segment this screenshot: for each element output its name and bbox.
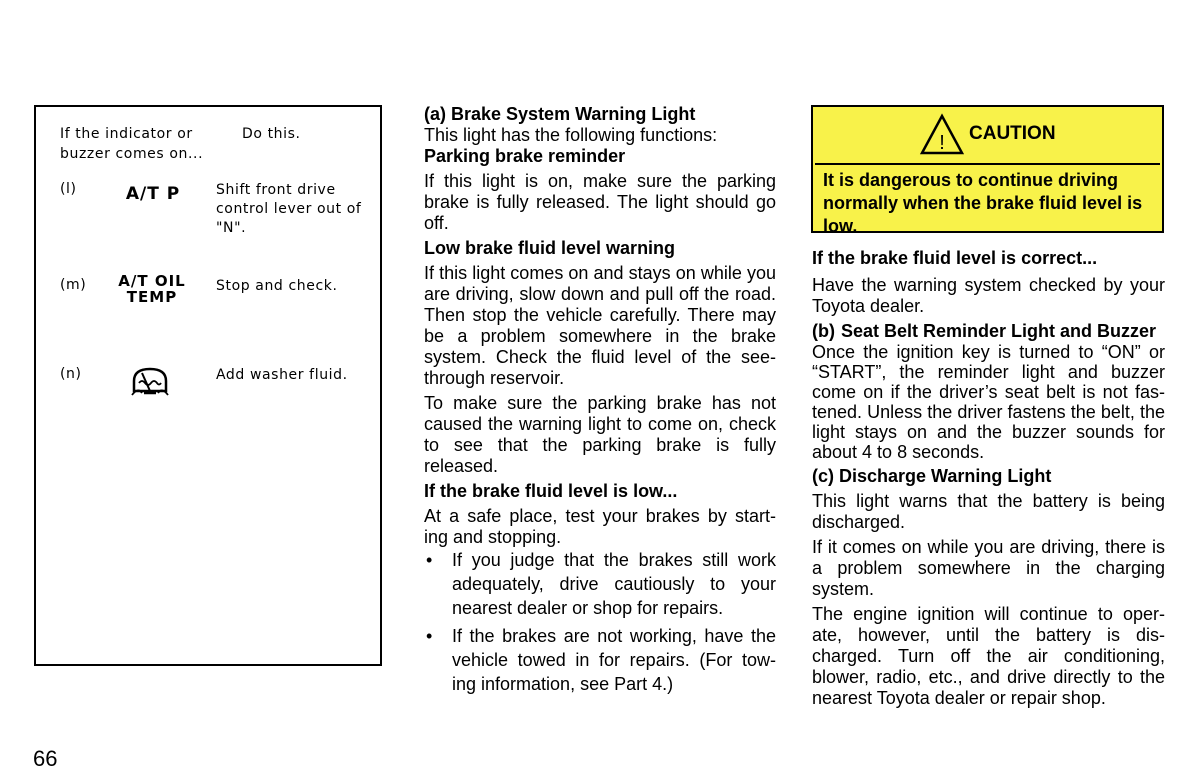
low-fluid-text: If this light comes on and stays on while you are driving, slow down and pull off the road. Then stop the vehicle carefully. There may be a problem somewhere in the brake system. Check the fluid level of the see-through reservoir. — [424, 263, 776, 388]
fluid-low-text: At a safe place, test your brakes by start- ing and stopping. — [424, 506, 776, 547]
row-letter-n: (n) — [60, 366, 82, 382]
right-column — [812, 248, 1165, 709]
bullet-mark: • — [426, 550, 433, 570]
seat-belt-heading-text: Seat Belt Reminder Light and Buzzer — [841, 321, 1157, 341]
warning-glyph: ! — [939, 132, 945, 154]
washer-fluid-icon — [130, 365, 170, 397]
warning-triangle-icon — [919, 113, 965, 155]
seat-belt-heading — [812, 321, 1165, 342]
badge-line2: TEMP — [126, 288, 178, 306]
discharge-text-3: The engine ignition will continue to oper- ate, however, until the battery is dis- charged. Turn off the air conditioning, blower, radio, etc., and drive directly to the nearest Toyota dealer or repair shop. — [812, 604, 1165, 708]
at-p-indicator: A/T P — [125, 184, 181, 204]
intro-text: This light has the following functions: — [424, 125, 718, 145]
brake-warning-heading: (a) Brake System Warning Light — [424, 104, 696, 124]
caution-text: It is dangerous to continue driving normally when the brake fluid level is low. — [823, 170, 1143, 236]
bullet-text: If you judge that the brakes still work adequately, drive cautiously to your nearest dealer or shop for repairs. — [452, 550, 776, 618]
discharge-heading: (c) Discharge Warning Light — [812, 466, 1052, 486]
bullet-text: If the brakes are not working, have the vehicle towed in for repairs. (For tow- ing information, see Part 4.) — [452, 626, 776, 694]
fluid-low-heading: If the brake fluid level is low... — [424, 481, 678, 501]
caution-label: CAUTION — [969, 123, 1056, 144]
caution-header — [815, 107, 1160, 165]
seat-belt-text: Once the ignition key is turned to “ON” or “START”, the reminder light and buzzer come on if the driver’s seat belt is not fas- tened. Unless the driver fastens the belt, the light stays on and the buzzer sounds for about 4 to 8 seconds. — [812, 342, 1165, 462]
parking-brake-heading: Parking brake reminder — [424, 146, 626, 166]
parking-check-text: To make sure the parking brake has not caused the warning light to come on, check to see that the parking brake is fully released. — [424, 393, 776, 476]
parking-brake-text: If this light is on, make sure the parking brake is fully released. The light should go off. — [424, 171, 776, 233]
discharge-text-1: This light warns that the battery is being discharged. — [812, 491, 1165, 532]
fluid-correct-text: Have the warning system checked by your Toyota dealer. — [812, 275, 1165, 316]
header-indicator: If the indicator or — [60, 126, 193, 142]
low-fluid-heading: Low brake fluid level warning — [424, 238, 676, 258]
row-letter-l: (l) — [60, 181, 77, 197]
at-oil-temp-indicator — [116, 273, 188, 305]
fluid-correct-heading: If the brake fluid level is correct... — [812, 248, 1098, 268]
row-action-l: Shift front drive control lever out of "N". — [216, 182, 362, 236]
discharge-text-2: If it comes on while you are driving, there is a problem somewhere in the charging system. — [812, 537, 1165, 599]
middle-column — [424, 104, 776, 696]
seat-belt-heading-label: (b) — [812, 321, 835, 341]
row-action-n: Add washer fluid. — [216, 367, 348, 383]
row-action-m: Stop and check. — [216, 278, 338, 294]
row-letter-m: (m) — [60, 277, 87, 293]
list-item — [424, 548, 776, 620]
header-action: Do this. — [242, 126, 301, 142]
page-number: 66 — [33, 746, 58, 771]
caution-box — [811, 105, 1164, 236]
badge-line1: A/T OIL — [118, 272, 186, 290]
indicator-table — [34, 105, 382, 666]
bullet-mark: • — [426, 626, 433, 646]
list-item — [424, 624, 776, 696]
header-indicator-line2: buzzer comes on... — [60, 146, 204, 162]
